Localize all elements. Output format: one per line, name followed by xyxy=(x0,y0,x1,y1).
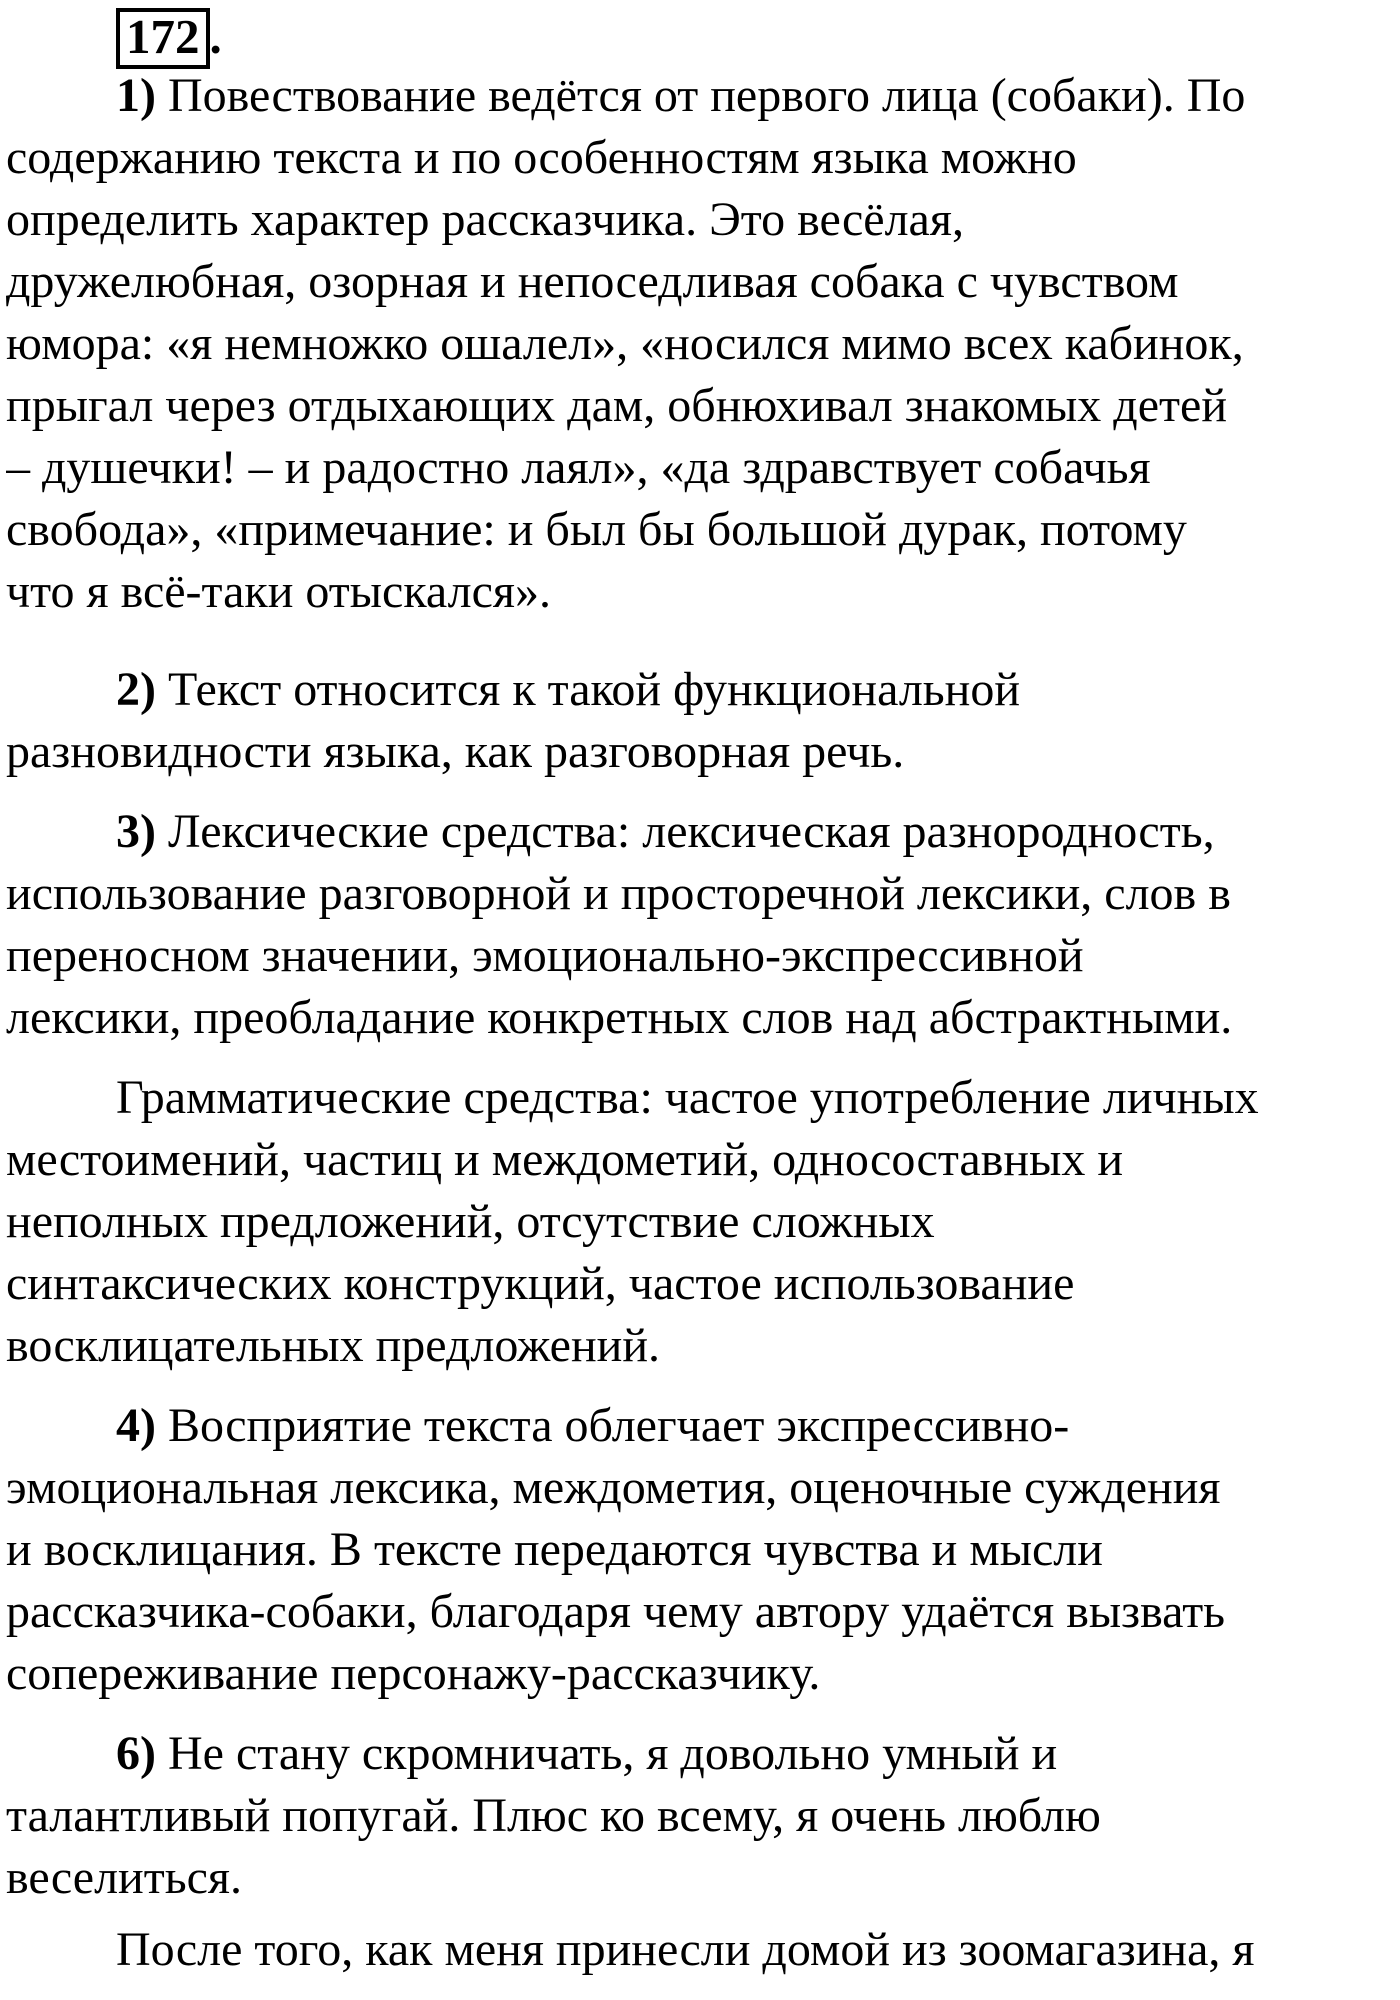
paragraph-line: восклицательных предложений. xyxy=(6,1319,661,1372)
paragraph-line: определить характер рассказчика. Это весёлая, xyxy=(6,193,964,246)
item-number: 2) xyxy=(116,663,156,716)
paragraph-4 xyxy=(6,1395,1398,1705)
paragraph-line: прыгал через отдыхающих дам, обнюхивал знакомых детей xyxy=(6,379,1227,432)
paragraph-line: неполных предложений, отсутствие сложных xyxy=(6,1195,935,1248)
item-number: 4) xyxy=(116,1399,156,1452)
item-number: 3) xyxy=(116,805,156,858)
task-number-box xyxy=(116,8,210,69)
paragraph-line: лексики, преобладание конкретных слов над абстрактными. xyxy=(6,991,1233,1044)
paragraph-line: сопереживание персонажу-рассказчику. xyxy=(6,1647,821,1700)
paragraph-line: содержанию текста и по особенностям языка можно xyxy=(6,131,1077,184)
paragraph-line: 4) Восприятие текста облегчает экспрессивно- xyxy=(116,1399,1070,1452)
paragraph-line: использование разговорной и просторечной лексики, слов в xyxy=(6,867,1231,920)
document-page xyxy=(6,0,1398,2000)
paragraph-grammar xyxy=(6,1067,1398,1377)
paragraph-line: 6) Не стану скромничать, я довольно умный и xyxy=(116,1727,1058,1780)
paragraph-line: После того, как меня принесли домой из зоомагазина, я xyxy=(116,1923,1255,1976)
paragraph-line: рассказчика-собаки, благодаря чему автору удаётся вызвать xyxy=(6,1585,1226,1638)
paragraph-line: 2) Текст относится к такой функциональной xyxy=(116,663,1021,716)
task-number-value: 172 xyxy=(126,9,200,64)
paragraph-line: талантливый попугай. Плюс ко всему, я очень люблю xyxy=(6,1789,1101,1842)
item-number: 1) xyxy=(116,69,156,122)
paragraph-3 xyxy=(6,801,1398,1049)
task-number xyxy=(116,8,222,69)
paragraph-line: 3) Лексические средства: лексическая разнородность, xyxy=(116,805,1215,858)
paragraph-line: переносном значении, эмоционально-экспрессивной xyxy=(6,929,1084,982)
task-number-dot: . xyxy=(209,9,222,64)
paragraph-line: веселиться. xyxy=(6,1851,242,1904)
paragraph-line: и восклицания. В тексте передаются чувства и мысли xyxy=(6,1523,1103,1576)
paragraph-1 xyxy=(6,65,1398,623)
paragraph-line: эмоциональная лексика, междометия, оценочные суждения xyxy=(6,1461,1221,1514)
paragraph-line: местоимений, частиц и междометий, односоставных и xyxy=(6,1133,1124,1186)
paragraph-line: синтаксических конструкций, частое использование xyxy=(6,1257,1075,1310)
paragraph-line: дружелюбная, озорная и непоседливая собака с чувством xyxy=(6,255,1179,308)
paragraph-final xyxy=(6,1919,1398,1981)
paragraph-line: свобода», «примечание: и был бы большой дурак, потому xyxy=(6,503,1187,556)
paragraph-line: – душечки! – и радостно лаял», «да здравствует собачья xyxy=(6,441,1151,494)
paragraph-6 xyxy=(6,1723,1398,1909)
paragraph-line: 1) Повествование ведётся от первого лица (собаки). По xyxy=(116,69,1246,122)
paragraph-line: Грамматические средства: частое употребление личных xyxy=(116,1071,1259,1124)
paragraph-line: что я всё-таки отыскался». xyxy=(6,565,551,618)
item-number: 6) xyxy=(116,1727,156,1780)
paragraph-2 xyxy=(6,659,1398,783)
paragraph-line: разновидности языка, как разговорная речь. xyxy=(6,725,905,778)
paragraph-line: юмора: «я немножко ошалел», «носился мимо всех кабинок, xyxy=(6,317,1244,370)
